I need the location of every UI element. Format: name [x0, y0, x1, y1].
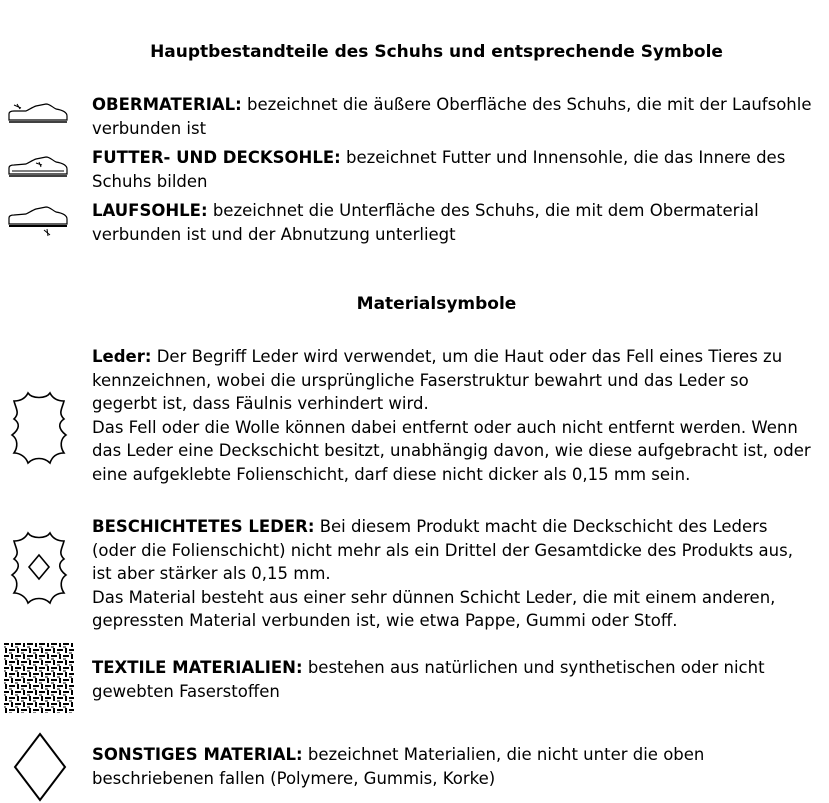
- shoe-outsole-icon: [6, 205, 70, 237]
- item-description: [92, 199, 814, 246]
- coated-leather-icon: [8, 529, 70, 605]
- item-text: bezeichnet die äußere Oberfläche des Schuhs, die mit der Laufsohle verbunden ist: [92, 95, 812, 138]
- item-description: [92, 345, 814, 486]
- item-label: OBERMATERIAL:: [92, 95, 242, 114]
- shoe-upper-icon: [6, 101, 70, 125]
- item-text: Der Begriff Leder wird verwendet, um die Haut oder das Fell eines Tieres zu kennzeichnen, wobei die ursprüngliche Faserstruktur bewahrt und das Leder so gegerbt ist, dass Fäulnis verhindert wird.: [92, 347, 783, 413]
- other-material-diamond-icon: [12, 731, 68, 803]
- item-text: bezeichnet Futter und Innensohle, die das Innere des Schuhs bilden: [92, 148, 786, 191]
- item-label: SONSTIGES MATERIAL:: [92, 745, 303, 764]
- item-description: [92, 146, 814, 193]
- item-text-continued: Das Material besteht aus einer sehr dünnen Schicht Leder, die mit einem anderen, gepressten Material verbunden ist, wie etwa Pappe, Gummi oder Stoff.: [92, 587, 776, 630]
- item-label: FUTTER- UND DECKSOHLE:: [92, 148, 341, 167]
- item-description: [92, 515, 814, 633]
- item-label: LAUFSOHLE:: [92, 201, 208, 220]
- item-description: [92, 93, 814, 140]
- item-text-continued: Das Fell oder die Wolle können dabei entfernt oder auch nicht entfernt werden. Wenn das Leder eine Deckschicht besitzt, unabhängig davon, wie diese aufgebracht ist, oder eine aufgeklebte Folienschicht, darf diese nicht dicker als 0,15 mm sein.: [92, 417, 811, 484]
- item-text: Bei diesem Produkt macht die Deckschicht des Leders (oder die Folienschicht) nicht mehr als ein Drittel der Gesamtdicke des Produkts aus, ist aber stärker als 0,15 mm.: [92, 517, 793, 583]
- item-label: TEXTILE MATERIALIEN:: [92, 658, 303, 677]
- item-label: BESCHICHTETES LEDER:: [92, 517, 315, 536]
- item-text: bezeichnet Materialien, die nicht unter die oben beschriebenen fallen (Polymere, Gummis, Korke): [92, 745, 705, 788]
- item-description: [92, 743, 814, 790]
- shoe-lining-icon: [6, 154, 70, 180]
- item-label: Leder:: [92, 347, 152, 366]
- textile-weave-icon: [3, 642, 75, 714]
- section-title-shoe-components: Hauptbestandteile des Schuhs und entsprechende Symbole: [150, 42, 723, 62]
- item-text: bestehen aus natürlichen und synthetischen oder nicht gewebten Faserstoffen: [92, 658, 765, 701]
- item-description: [92, 656, 814, 703]
- item-text: bezeichnet die Unterfläche des Schuhs, die mit dem Obermaterial verbunden ist und der Abnutzung unterliegt: [92, 201, 759, 244]
- leather-hide-icon: [8, 389, 70, 465]
- section-title-material-symbols: Materialsymbole: [356, 294, 517, 314]
